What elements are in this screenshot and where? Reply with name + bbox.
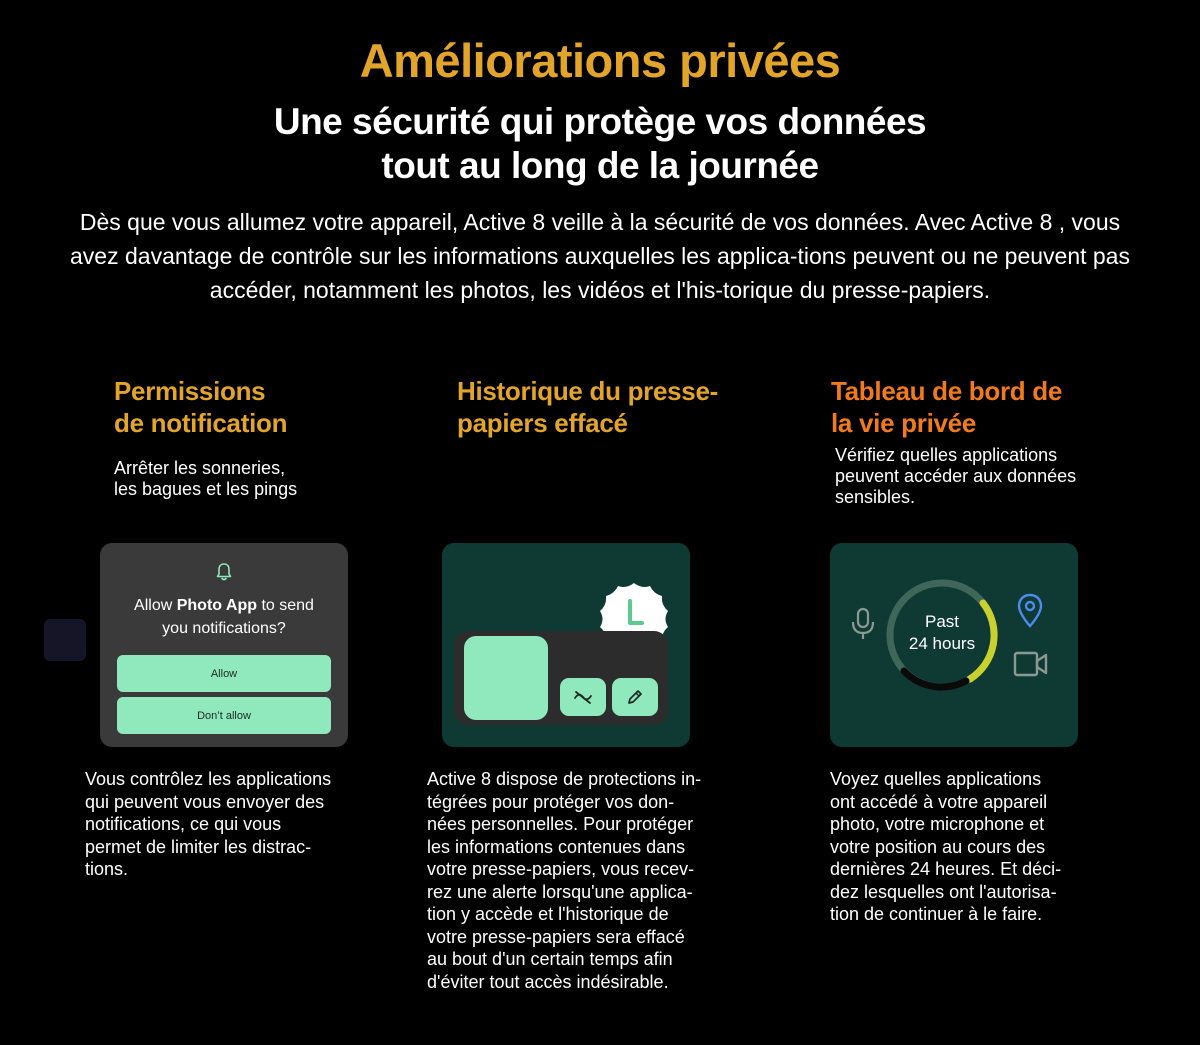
pencil-icon bbox=[625, 687, 645, 707]
column-3-body-line: dez lesquelles ont l'autorisa- bbox=[830, 881, 1057, 902]
camera-icon bbox=[1013, 650, 1049, 678]
bell-icon bbox=[215, 562, 233, 582]
column-2-title-line-2: papiers effacé bbox=[457, 408, 628, 438]
column-3-subtitle-line-3: sensibles. bbox=[835, 487, 916, 507]
allow-button[interactable]: Allow bbox=[117, 655, 331, 692]
column-3-title bbox=[831, 375, 1161, 439]
column-2-body-line: tégrées pour protéger vos don- bbox=[427, 791, 675, 812]
column-2-body bbox=[427, 768, 757, 993]
column-2-body-line: au bout d'un certain temps afin bbox=[427, 949, 673, 969]
column-2-title bbox=[457, 375, 787, 439]
location-icon bbox=[1016, 593, 1044, 629]
column-3-body-line: votre position au cours des bbox=[830, 836, 1046, 857]
column-1-body-line: qui peuvent vous envoyer des bbox=[85, 791, 325, 812]
prompt-prefix: Allow bbox=[134, 597, 177, 614]
column-3-body-line: photo, votre microphone et bbox=[830, 814, 1045, 834]
decorative-square bbox=[44, 619, 86, 661]
column-2-title-line-1: Historique du presse- bbox=[457, 376, 718, 406]
past-label-line-1: Past bbox=[924, 612, 960, 631]
column-2-body-line: tion y accède et l'historique de bbox=[427, 904, 669, 924]
column-1-title-line-2: de notification bbox=[114, 408, 288, 438]
column-1-body-line: Vous contrôlez les applications bbox=[85, 769, 332, 789]
column-1-title bbox=[114, 375, 414, 439]
column-1-subtitle bbox=[114, 458, 414, 500]
column-3-title-line-1: Tableau de bord de bbox=[831, 376, 1063, 406]
column-3-body bbox=[830, 768, 1160, 926]
past-label-line-2: 24 hours bbox=[908, 634, 976, 653]
prompt-line-2: you notifications? bbox=[162, 620, 286, 637]
column-3-subtitle-line-2: peuvent accéder aux données bbox=[835, 466, 1077, 486]
column-2-body-line: Active 8 dispose de protections in- bbox=[427, 769, 702, 789]
column-3-title-line-2: la vie privée bbox=[831, 408, 976, 438]
notification-prompt bbox=[100, 594, 348, 640]
column-1-body bbox=[85, 768, 395, 881]
column-1-body-line: permet de limiter les distrac- bbox=[85, 836, 312, 857]
intro-paragraph: Dès que vous allumez votre appareil, Active 8 veille à la sécurité de vos données. Avec Active 8 , vous avez davantage de contrôle sur les informations auxquelles les applica-tions peuvent ou ne peuvent pas accéder, notamment les photos, les vidéos et l'his-torique du presse-papiers. bbox=[70, 209, 1130, 303]
clipboard-preview bbox=[464, 636, 548, 720]
column-2-body-line: rez une alerte lorsqu'une applica- bbox=[427, 881, 693, 902]
column-1-subtitle-line-2: les bagues et les pings bbox=[114, 479, 298, 499]
prompt-suffix: to send bbox=[257, 597, 314, 614]
column-3-body-line: dernières 24 heures. Et déci- bbox=[830, 859, 1062, 879]
column-1-subtitle-line-1: Arrêter les sonneries, bbox=[114, 458, 286, 478]
column-3-body-line: tion de continuer à le faire. bbox=[830, 904, 1043, 924]
page-title: Améliorations privées bbox=[359, 34, 841, 87]
past-24-hours-label bbox=[890, 611, 994, 655]
prompt-app-name: Photo App bbox=[176, 597, 258, 614]
dont-allow-button[interactable]: Don’t allow bbox=[117, 697, 331, 734]
subtitle-line-1: Une sécurité qui protège vos données bbox=[273, 101, 927, 142]
column-2-body-line: votre presse-papiers, vous recev- bbox=[427, 859, 695, 879]
notification-permission-card bbox=[100, 543, 348, 747]
page-subtitle bbox=[0, 100, 1200, 188]
column-3-body-line: Voyez quelles applications bbox=[830, 769, 1042, 789]
column-2-body-line: nées personnelles. Pour protéger bbox=[427, 814, 694, 834]
column-3-body-line: ont accédé à votre appareil bbox=[830, 791, 1048, 812]
clipboard-history-card bbox=[442, 543, 690, 747]
clipboard-off-button[interactable] bbox=[560, 678, 606, 716]
column-2-body-line: les informations contenues dans bbox=[427, 836, 686, 857]
column-3-subtitle-line-1: Vérifiez quelles applications bbox=[835, 445, 1058, 465]
microphone-icon bbox=[850, 607, 876, 641]
column-1-title-line-1: Permissions bbox=[114, 376, 266, 406]
column-2-body-line: votre presse-papiers sera effacé bbox=[427, 926, 685, 947]
column-2-body-line: d'éviter tout accès indésirable. bbox=[427, 971, 669, 992]
column-3-subtitle bbox=[835, 445, 1165, 508]
clipboard-off-icon bbox=[573, 687, 593, 707]
subtitle-line-2: tout au long de la journée bbox=[381, 145, 819, 186]
edit-button[interactable] bbox=[612, 678, 658, 716]
column-1-body-line: tions. bbox=[85, 859, 129, 879]
privacy-dashboard-card bbox=[830, 543, 1078, 747]
column-1-body-line: notifications, ce qui vous bbox=[85, 814, 282, 834]
